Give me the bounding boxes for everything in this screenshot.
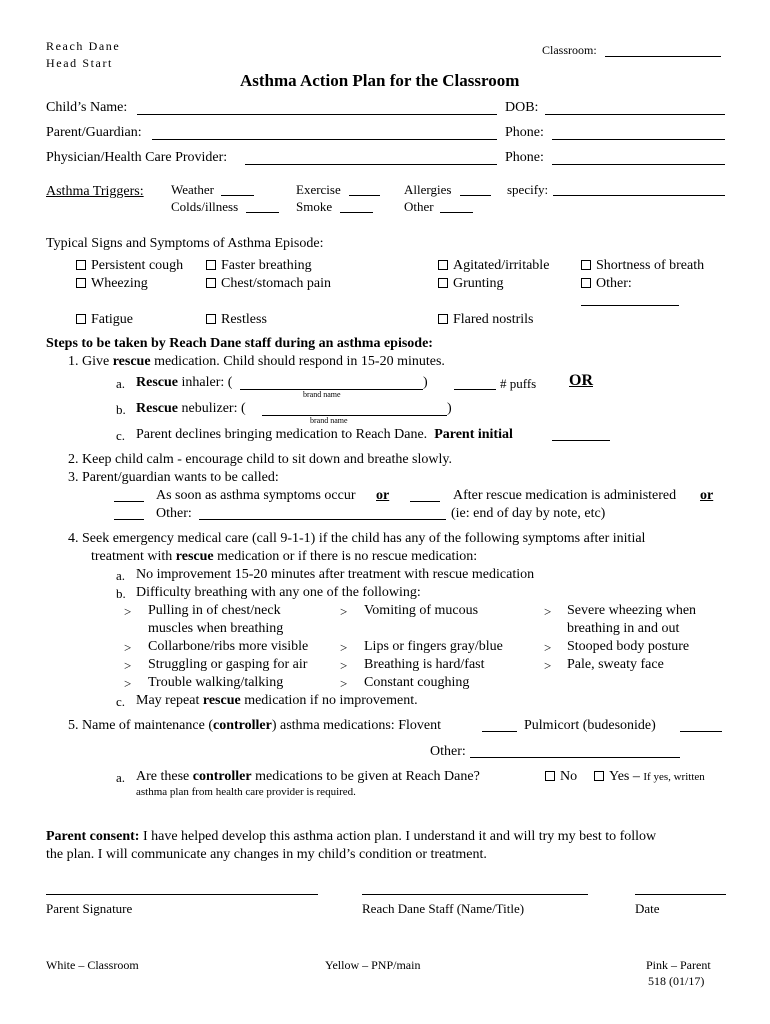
steps-heading: Steps to be taken by Reach Dane staff during an asthma episode: xyxy=(46,336,433,351)
step-text: May repeat xyxy=(136,693,203,708)
checkbox-icon xyxy=(581,260,591,270)
checkbox-icon xyxy=(206,278,216,288)
trigger-colds: Colds/illness xyxy=(171,199,239,214)
emergency-sign: Struggling or gasping for air xyxy=(148,657,308,672)
symptom-label: Shortness of breath xyxy=(596,258,705,273)
step-text: nebulizer: ( xyxy=(178,401,246,416)
yes-note: If yes, written xyxy=(643,771,705,783)
other-med-field[interactable] xyxy=(470,757,680,758)
brand-name-caption: brand name xyxy=(303,390,341,399)
emergency-sign: Severe wheezing when xyxy=(567,603,697,618)
step-4: 4. Seek emergency medical care (call 9-1-1) if the child has any of the following symptoms after initial xyxy=(68,531,646,546)
classroom-field[interactable] xyxy=(605,56,721,57)
staff-signature-field[interactable] xyxy=(362,894,588,895)
call-other-hint: (ie: end of day by note, etc) xyxy=(451,506,606,521)
step-4b: Difficulty breathing with any one of the following: xyxy=(136,585,421,600)
triggers-label: Asthma Triggers: xyxy=(46,184,144,199)
symptom-label: Agitated/irritable xyxy=(453,258,550,273)
consent-bold: Parent consent: xyxy=(46,829,140,844)
trigger-specify-field[interactable] xyxy=(553,195,725,196)
bullet-icon: > xyxy=(124,658,132,673)
brand-name-caption: brand name xyxy=(310,416,348,425)
symptom-checkbox[interactable] xyxy=(206,259,312,273)
step-bold: Rescue xyxy=(136,401,178,416)
child-name-field[interactable] xyxy=(137,114,497,115)
trigger-specify: specify: xyxy=(507,182,549,197)
trigger-weather: Weather xyxy=(171,182,214,197)
paren-close: ) xyxy=(423,375,428,390)
checkbox-icon xyxy=(438,314,448,324)
puffs-field[interactable] xyxy=(454,389,496,390)
checkbox-icon xyxy=(76,260,86,270)
step-bold: Rescue xyxy=(136,375,178,390)
checkbox-icon xyxy=(206,260,216,270)
symptom-checkbox[interactable] xyxy=(76,313,133,327)
call-option-1: As soon as asthma symptoms occur xyxy=(156,488,356,503)
step-1b-label: b. xyxy=(116,402,126,417)
symptom-label: Grunting xyxy=(453,276,504,291)
step-5a xyxy=(136,770,480,784)
bullet-icon: > xyxy=(340,658,348,673)
step-1a-label: a. xyxy=(116,376,126,391)
footer-pink: Pink – Parent xyxy=(646,958,711,972)
footer-white: White – Classroom xyxy=(46,958,139,972)
bullet-icon: > xyxy=(124,676,132,691)
checkbox-icon xyxy=(438,278,448,288)
checkbox-icon xyxy=(206,314,216,324)
emergency-sign: Pulling in of chest/neck xyxy=(148,603,281,618)
emergency-sign: Vomiting of mucous xyxy=(364,603,479,618)
bullet-icon: > xyxy=(340,640,348,655)
checkbox-label: No xyxy=(560,769,578,784)
trigger-other: Other xyxy=(404,199,434,214)
parent-signature-field[interactable] xyxy=(46,894,318,895)
step-bold: Parent initial xyxy=(434,427,513,442)
emergency-sign: Stooped body posture xyxy=(567,639,690,654)
symptom-checkbox[interactable] xyxy=(76,277,148,291)
step-1c xyxy=(136,428,513,442)
classroom-label: Classroom: xyxy=(542,43,597,57)
step-text: Are these xyxy=(136,769,193,784)
staff-signature-label: Reach Dane Staff (Name/Title) xyxy=(362,901,525,916)
emergency-sign: breathing in and out xyxy=(567,621,680,636)
parent-initial-field[interactable] xyxy=(552,440,610,441)
emergency-sign: Collarbone/ribs more visible xyxy=(148,639,309,654)
step-4c-label: c. xyxy=(116,694,126,709)
step-4c xyxy=(136,694,418,708)
step-text: medication. Child should respond in 15-20 minutes. xyxy=(150,354,445,369)
symptom-label: Persistent cough xyxy=(91,258,184,273)
bullet-icon: > xyxy=(124,640,132,655)
dob-label: DOB: xyxy=(505,100,539,115)
bullet-icon: > xyxy=(544,640,552,655)
step-bold: rescue xyxy=(202,693,241,708)
yes-note-line2: asthma plan from health care provider is required. xyxy=(136,786,356,798)
form-number: 518 (01/17) xyxy=(648,974,705,988)
step-1c-label: c. xyxy=(116,428,126,443)
checkbox-icon xyxy=(438,260,448,270)
call-other-field[interactable] xyxy=(199,519,446,520)
consent-line2: the plan. I will communicate any changes in my child’s condition or treatment. xyxy=(46,847,487,862)
symptom-checkbox[interactable] xyxy=(438,313,534,327)
physician-field[interactable] xyxy=(245,164,497,165)
symptom-label: Other: xyxy=(596,276,632,291)
pulmicort-label: Pulmicort (budesonide) xyxy=(524,718,656,733)
symptom-label: Wheezing xyxy=(91,276,148,291)
trigger-colds-field[interactable] xyxy=(246,212,279,213)
step-2: 2. Keep child calm - encourage child to sit down and breathe slowly. xyxy=(68,452,452,467)
checkbox-icon xyxy=(594,771,604,781)
parent-guardian-field[interactable] xyxy=(152,139,497,140)
symptom-label: Faster breathing xyxy=(221,258,312,273)
org-name-line1: Reach Dane xyxy=(46,39,121,53)
emergency-sign: Lips or fingers gray/blue xyxy=(364,639,503,654)
call-asap-field[interactable] xyxy=(114,501,144,502)
other-med-label: Other: xyxy=(430,744,466,759)
dob-field[interactable] xyxy=(545,114,725,115)
step-text: ) asthma medications: Flovent xyxy=(271,718,441,733)
emergency-sign: muscles when breathing xyxy=(148,621,284,636)
parent-guardian-label: Parent/Guardian: xyxy=(46,125,142,140)
trigger-weather-field[interactable] xyxy=(221,195,254,196)
trigger-other-field[interactable] xyxy=(440,212,473,213)
step-3: 3. Parent/guardian wants to be called: xyxy=(68,470,279,485)
step-1 xyxy=(68,355,445,369)
phone-label: Phone: xyxy=(505,125,544,140)
step-text: 1. Give xyxy=(68,354,113,369)
step-5a-label: a. xyxy=(116,770,126,785)
step-text: Parent declines bringing medication to Reach Dane. xyxy=(136,427,428,442)
trigger-allergies: Allergies xyxy=(404,182,452,197)
step-text: treatment with xyxy=(91,549,176,564)
symptom-checkbox[interactable] xyxy=(581,259,704,273)
page-title: Asthma Action Plan for the Classroom xyxy=(240,71,520,90)
or-label: OR xyxy=(569,372,593,389)
step-4-line2 xyxy=(91,550,477,564)
bullet-icon: > xyxy=(544,658,552,673)
call-other-label: Other: xyxy=(156,506,192,521)
symptom-checkbox[interactable] xyxy=(438,259,549,273)
trigger-smoke-field[interactable] xyxy=(340,212,373,213)
pulmicort-field[interactable] xyxy=(680,731,722,732)
symptom-label: Chest/stomach pain xyxy=(221,276,332,291)
call-other-check-field[interactable] xyxy=(114,519,144,520)
symptom-label: Flared nostrils xyxy=(453,312,534,327)
checkbox-icon xyxy=(76,278,86,288)
checkbox-icon xyxy=(581,278,591,288)
flovent-field[interactable] xyxy=(482,731,517,732)
step-bold: controller xyxy=(192,769,252,784)
symptom-checkbox[interactable] xyxy=(206,313,267,327)
step-bold: rescue xyxy=(175,549,214,564)
step-4a-label: a. xyxy=(116,568,126,583)
consent-text xyxy=(46,830,656,844)
step-text: medication if no improvement. xyxy=(240,693,418,708)
puffs-label: # puffs xyxy=(500,376,537,391)
trigger-allergies-field[interactable] xyxy=(460,195,491,196)
phone2-label: Phone: xyxy=(505,150,544,165)
consent-line: I have helped develop this asthma action plan. I understand it and will try my best to follow xyxy=(139,829,657,844)
physician-label: Physician/Health Care Provider: xyxy=(46,150,228,165)
parent-signature-label: Parent Signature xyxy=(46,901,133,916)
symptom-checkbox[interactable] xyxy=(76,259,183,273)
phone2-field[interactable] xyxy=(552,164,725,165)
call-after-field[interactable] xyxy=(410,501,440,502)
step-bold: rescue xyxy=(112,354,151,369)
symptom-label: Fatigue xyxy=(91,312,133,327)
symptom-checkbox[interactable] xyxy=(438,277,504,291)
checkbox-icon xyxy=(545,771,555,781)
date-field[interactable] xyxy=(635,894,726,895)
emergency-sign: Constant coughing xyxy=(364,675,470,690)
no-checkbox[interactable] xyxy=(545,770,577,784)
phone-field[interactable] xyxy=(552,139,725,140)
trigger-exercise-field[interactable] xyxy=(349,195,380,196)
symptom-checkbox[interactable] xyxy=(206,277,331,291)
step-1b xyxy=(136,402,246,416)
step-1a xyxy=(136,376,232,390)
checkbox-label: Yes – xyxy=(609,769,640,784)
date-label: Date xyxy=(635,901,660,916)
child-name-label: Child’s Name: xyxy=(46,100,128,115)
step-4a: No improvement 15-20 minutes after treatment with rescue medication xyxy=(136,567,535,582)
step-text: inhaler: ( xyxy=(178,375,233,390)
step-text: medication or if there is no rescue medication: xyxy=(213,549,478,564)
trigger-exercise: Exercise xyxy=(296,182,341,197)
footer-yellow: Yellow – PNP/main xyxy=(325,958,421,972)
nebulizer-brand-field[interactable] xyxy=(262,415,447,416)
emergency-sign: Breathing is hard/fast xyxy=(364,657,485,672)
org-name-line2: Head Start xyxy=(46,56,113,70)
emergency-sign: Pale, sweaty face xyxy=(567,657,664,672)
symptom-other-field[interactable] xyxy=(581,305,679,306)
or-label: or xyxy=(700,488,714,503)
trigger-smoke: Smoke xyxy=(296,199,333,214)
symptom-label: Restless xyxy=(221,312,267,327)
step-5 xyxy=(68,719,441,733)
bullet-icon: > xyxy=(340,604,348,619)
step-text: medications to be given at Reach Dane? xyxy=(251,769,480,784)
paren-close: ) xyxy=(447,401,452,416)
emergency-sign: Trouble walking/talking xyxy=(148,675,284,690)
step-text: 5. Name of maintenance ( xyxy=(68,718,213,733)
bullet-icon: > xyxy=(340,676,348,691)
yes-checkbox[interactable] xyxy=(594,770,705,784)
symptoms-heading: Typical Signs and Symptoms of Asthma Episode: xyxy=(46,236,324,251)
symptom-checkbox[interactable] xyxy=(581,277,632,291)
bullet-icon: > xyxy=(124,604,132,619)
checkbox-icon xyxy=(76,314,86,324)
or-label: or xyxy=(376,488,390,503)
step-bold: controller xyxy=(213,718,272,733)
step-4b-label: b. xyxy=(116,586,126,601)
bullet-icon: > xyxy=(544,604,552,619)
call-option-2: After rescue medication is administered xyxy=(453,488,677,503)
